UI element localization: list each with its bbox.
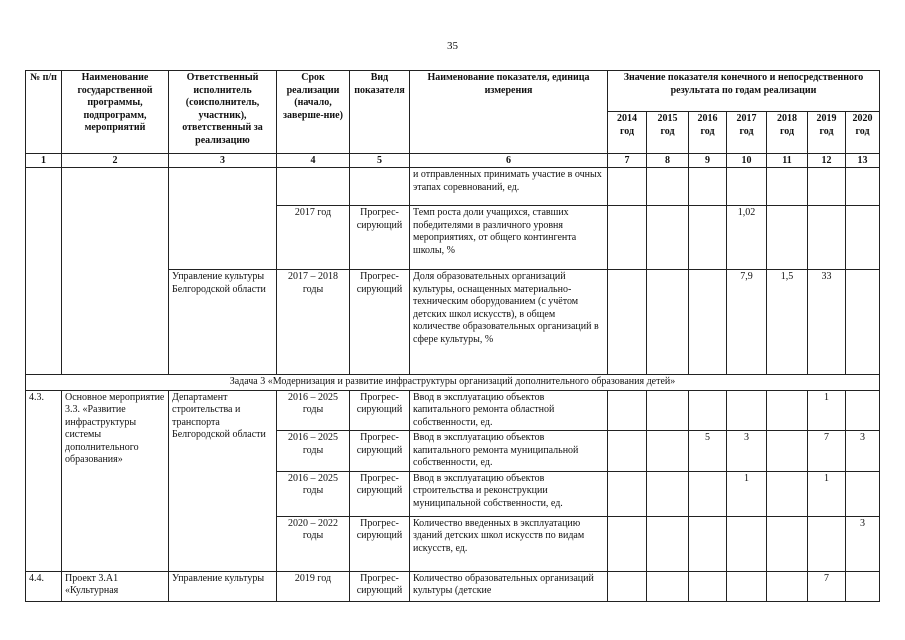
- cell-value-2020: [846, 270, 880, 375]
- cell-value-2019: 1: [808, 471, 846, 516]
- cell-period: 2020 – 2022 годы: [277, 516, 350, 571]
- column-number: 11: [767, 154, 808, 168]
- cell-indicator: Темп роста доли учащихся, ставших победителями в различного уровня мероприятиях, от общего контингента школы, %: [410, 206, 608, 270]
- cell-value-2016: [689, 571, 727, 601]
- cell-value-2018: [767, 390, 808, 431]
- cell-value-2018: [767, 206, 808, 270]
- cell-number: 4.4.: [26, 571, 62, 601]
- header-number: № п/п: [26, 71, 62, 154]
- cell-indicator: и отправленных принимать участие в очных этапах соревнований, ед.: [410, 168, 608, 206]
- cell-value-2016: [689, 206, 727, 270]
- cell-program-name: Проект 3.А1 «Культурная: [62, 571, 169, 601]
- cell-value-2019: [808, 206, 846, 270]
- column-number: 6: [410, 154, 608, 168]
- header-program-name: Наименование государственной программы, подпрограмм, мероприятий: [62, 71, 169, 154]
- table-row: [26, 390, 880, 431]
- cell-value-2020: [846, 168, 880, 206]
- column-number: 1: [26, 154, 62, 168]
- cell-value-2016: [689, 168, 727, 206]
- cell-indicator: Ввод в эксплуатацию объектов капитального ремонта муниципальной собственности, ед.: [410, 431, 608, 472]
- cell-value-2016: [689, 471, 727, 516]
- cell-value-2020: [846, 390, 880, 431]
- header-row-1: [26, 71, 880, 112]
- cell-value-2016: [689, 270, 727, 375]
- cell-type: [350, 168, 410, 206]
- cell-value-2017: [727, 571, 767, 601]
- cell-value-2015: [647, 471, 689, 516]
- column-number: 12: [808, 154, 846, 168]
- header-year: 2020 год: [846, 112, 880, 154]
- cell-number: 4.3.: [26, 390, 62, 571]
- cell-indicator: Ввод в эксплуатацию объектов строительства и реконструкции муниципальной собственности, ед.: [410, 471, 608, 516]
- cell-value-2019: 7: [808, 571, 846, 601]
- cell-executor: Управление культуры Белгородской области: [169, 270, 277, 375]
- cell-indicator: Доля образовательных организаций культуры, оснащенных материально-техническим оборудованием (с учётом детских школ искусств), в общем количестве образовательных организаций в сфере культуры, %: [410, 270, 608, 375]
- header-values-group: Значение показателя конечного и непосредственного результата по годам реализации: [608, 71, 880, 112]
- cell-value-2016: [689, 516, 727, 571]
- cell-period: 2017 год: [277, 206, 350, 270]
- column-number: 4: [277, 154, 350, 168]
- indicators-table: [25, 70, 880, 602]
- cell-type: Прогрес-сирующий: [350, 206, 410, 270]
- cell-period: 2016 – 2025 годы: [277, 431, 350, 472]
- cell-value-2018: [767, 571, 808, 601]
- header-year: 2016 год: [689, 112, 727, 154]
- cell-type: Прогрес-сирующий: [350, 471, 410, 516]
- header-year: 2017 год: [727, 112, 767, 154]
- cell-value-2015: [647, 571, 689, 601]
- cell-executor: Департамент строительства и транспорта Белгородской области: [169, 390, 277, 571]
- cell-value-2017: [727, 390, 767, 431]
- task-row: [26, 375, 880, 391]
- cell-value-2015: [647, 168, 689, 206]
- cell-indicator: Количество введенных в эксплуатацию зданий детских школ искусств по видам искусств, ед.: [410, 516, 608, 571]
- cell-type: Прогрес-сирующий: [350, 390, 410, 431]
- cell-value-2018: 1,5: [767, 270, 808, 375]
- cell-value-2019: 33: [808, 270, 846, 375]
- cell-type: Прогрес-сирующий: [350, 571, 410, 601]
- cell-value-2019: 7: [808, 431, 846, 472]
- cell-value-2014: [608, 270, 647, 375]
- header-period: Срок реализации (начало, заверше-ние): [277, 71, 350, 154]
- cell-period: [277, 168, 350, 206]
- column-number: 8: [647, 154, 689, 168]
- cell-value-2017: 3: [727, 431, 767, 472]
- cell-value-2014: [608, 571, 647, 601]
- column-number: 5: [350, 154, 410, 168]
- cell-value-2016: 5: [689, 431, 727, 472]
- column-number: 7: [608, 154, 647, 168]
- cell-type: Прогрес-сирующий: [350, 270, 410, 375]
- column-number: 3: [169, 154, 277, 168]
- cell-value-2020: [846, 571, 880, 601]
- table-row: [26, 571, 880, 601]
- cell-value-2014: [608, 431, 647, 472]
- cell-value-2019: [808, 516, 846, 571]
- header-year: 2014 год: [608, 112, 647, 154]
- cell-value-2017: 1,02: [727, 206, 767, 270]
- cell-value-2015: [647, 206, 689, 270]
- column-number: 13: [846, 154, 880, 168]
- cell-value-2016: [689, 390, 727, 431]
- cell-period: 2017 – 2018 годы: [277, 270, 350, 375]
- cell-number: [26, 168, 62, 375]
- header-year: 2019 год: [808, 112, 846, 154]
- cell-value-2018: [767, 516, 808, 571]
- cell-indicator: Количество образовательных организаций культуры (детские: [410, 571, 608, 601]
- cell-value-2019: 1: [808, 390, 846, 431]
- column-number: 2: [62, 154, 169, 168]
- cell-value-2020: 3: [846, 431, 880, 472]
- cell-type: Прогрес-сирующий: [350, 516, 410, 571]
- cell-program-name: Основное мероприятие 3.3. «Развитие инфраструктуры системы дополнительного образования»: [62, 390, 169, 571]
- cell-period: 2019 год: [277, 571, 350, 601]
- cell-value-2018: [767, 168, 808, 206]
- cell-value-2020: [846, 471, 880, 516]
- cell-value-2020: 3: [846, 516, 880, 571]
- cell-executor: [169, 168, 277, 270]
- cell-value-2015: [647, 390, 689, 431]
- cell-indicator: Ввод в эксплуатацию объектов капитального ремонта областной собственности, ед.: [410, 390, 608, 431]
- header-indicator-name: Наименование показателя, единица измерения: [410, 71, 608, 154]
- cell-program-name: [62, 168, 169, 375]
- cell-executor: Управление культуры: [169, 571, 277, 601]
- cell-type: Прогрес-сирующий: [350, 431, 410, 472]
- cell-value-2017: [727, 516, 767, 571]
- column-number: 10: [727, 154, 767, 168]
- cell-value-2014: [608, 206, 647, 270]
- column-number: 9: [689, 154, 727, 168]
- cell-value-2015: [647, 516, 689, 571]
- cell-value-2014: [608, 390, 647, 431]
- table-row: [26, 168, 880, 206]
- header-year: 2018 год: [767, 112, 808, 154]
- cell-value-2015: [647, 270, 689, 375]
- cell-period: 2016 – 2025 годы: [277, 390, 350, 431]
- cell-value-2014: [608, 168, 647, 206]
- cell-value-2018: [767, 431, 808, 472]
- header-year: 2015 год: [647, 112, 689, 154]
- header-indicator-type: Вид показателя: [350, 71, 410, 154]
- cell-value-2017: 1: [727, 471, 767, 516]
- cell-value-2017: 7,9: [727, 270, 767, 375]
- cell-value-2019: [808, 168, 846, 206]
- cell-value-2017: [727, 168, 767, 206]
- task-heading: Задача 3 «Модернизация и развитие инфраструктуры организаций дополнительного образования детей»: [26, 375, 880, 391]
- cell-value-2020: [846, 206, 880, 270]
- page-number: 35: [447, 40, 458, 52]
- cell-value-2014: [608, 516, 647, 571]
- cell-value-2018: [767, 471, 808, 516]
- cell-period: 2016 – 2025 годы: [277, 471, 350, 516]
- column-numbers-row: [26, 154, 880, 168]
- cell-value-2014: [608, 471, 647, 516]
- header-executor: Ответственный исполнитель (соисполнитель, участник), ответственный за реализацию: [169, 71, 277, 154]
- cell-value-2015: [647, 431, 689, 472]
